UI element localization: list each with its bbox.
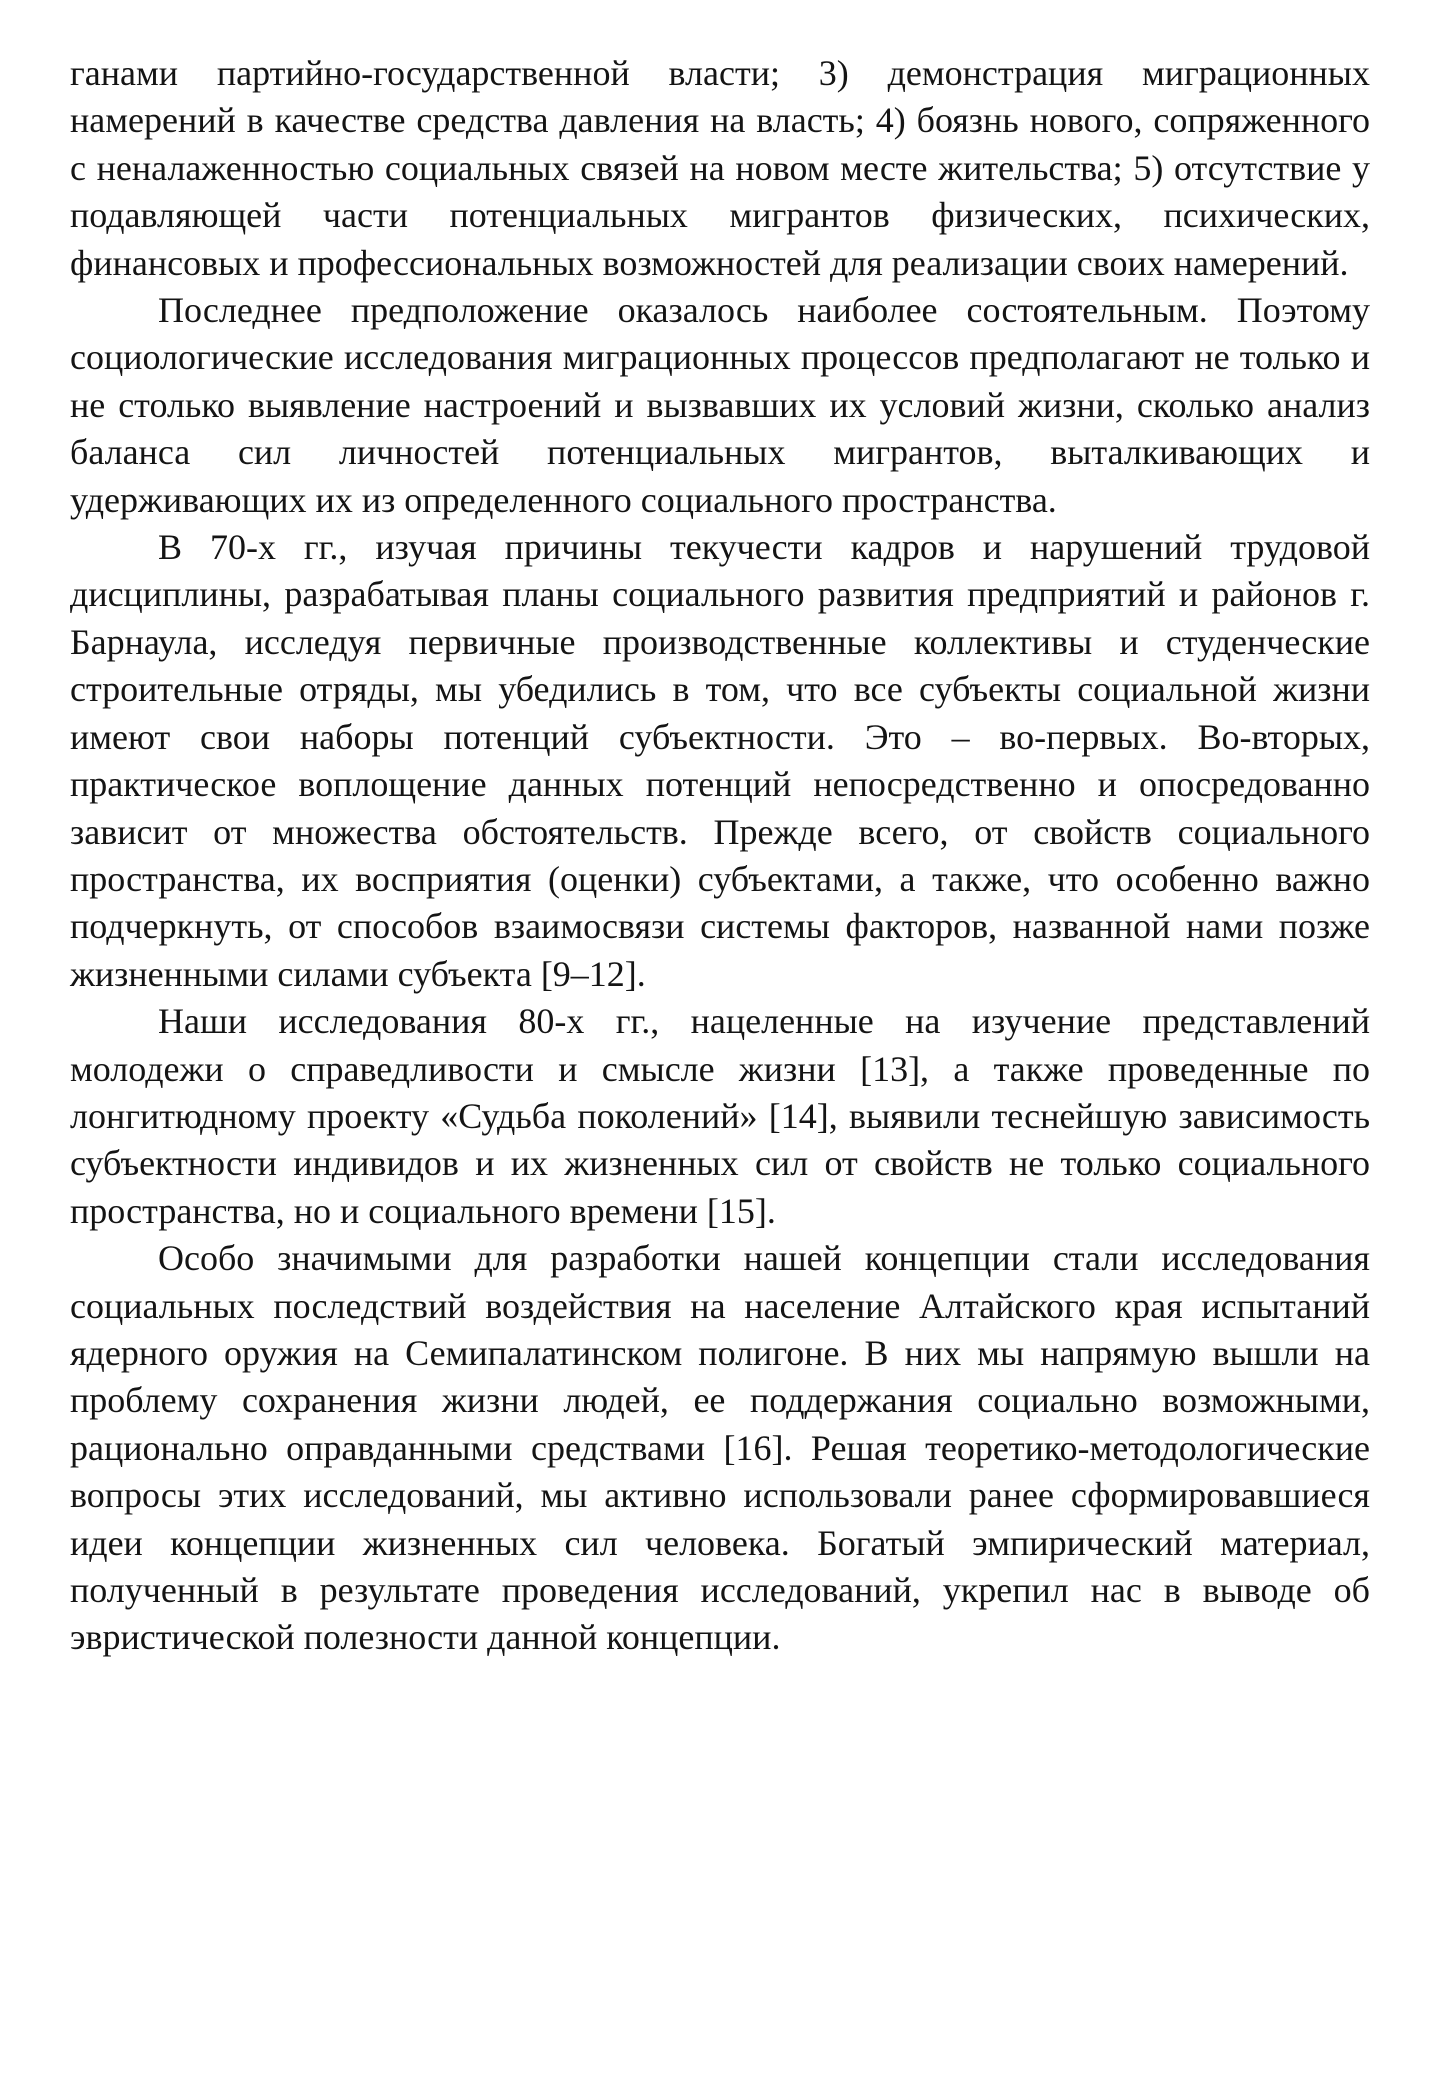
paragraph-4: Наши исследования 80-х гг., нацеленные на изучение представлений молодежи о справедливости и смысле жизни [13], а также проведенные по лонгитюдному проекту «Судьба поколений» [14], выявили теснейшую зависимость субъектности индивидов и их жизненных сил от свойств не только социального пространства, но и социального времени [15]. [70, 1001, 1370, 1231]
paragraph-1: ганами партийно-государственной власти; 3) демонстрация миграционных намерений в качестве средства давления на власть; 4) боязнь нового, сопряженного с неналаженностью социальных связей на новом месте жительства; 5) отсутствие у подавляющей части потенциальных мигрантов физических, психических, финансовых и профессиональных возможностей для реализации своих намерений. [70, 53, 1370, 283]
paragraph-2: Последнее предположение оказалось наиболее состоятельным. Поэтому социологические исследования миграционных процессов предполагают не только и не столько выявление настроений и вызвавших их условий жизни, сколько анализ баланса сил личностей потенциальных мигрантов, выталкивающих и удерживающих их из определенного социального пространства. [70, 290, 1370, 520]
paragraph-5: Особо значимыми для разработки нашей концепции стали исследования социальных последствий воздействия на население Алтайского края испытаний ядерного оружия на Семипалатинском полигоне. В них мы напрямую вышли на проблему сохранения жизни людей, ее поддержания социально возможными, рационально оправданными средствами [16]. Решая теоретико-методологические вопросы этих исследований, мы активно использовали ранее сформировавшиеся идеи концепции жизненных сил человека. Богатый эмпирический материал, полученный в результате проведения исследований, укрепил нас в выводе об эвристической полезности данной концепции. [70, 1238, 1370, 1658]
paragraph-3: В 70-х гг., изучая причины текучести кадров и нарушений трудовой дисциплины, разрабатывая планы социального развития предприятий и районов г. Барнаула, исследуя первичные производственные коллективы и студенческие строительные отряды, мы убедились в том, что все субъекты социальной жизни имеют свои наборы потенций субъектности. Это – во-первых. Во-вторых, практическое воплощение данных потенций непосредственно и опосредованно зависит от множества обстоятельств. Прежде всего, от свойств социального пространства, их восприятия (оценки) субъектами, а также, что особенно важно подчеркнуть, от способов взаимосвязи системы факторов, названной нами позже жизненными силами субъекта [9–12]. [70, 527, 1370, 994]
document-page [70, 50, 1370, 1662]
